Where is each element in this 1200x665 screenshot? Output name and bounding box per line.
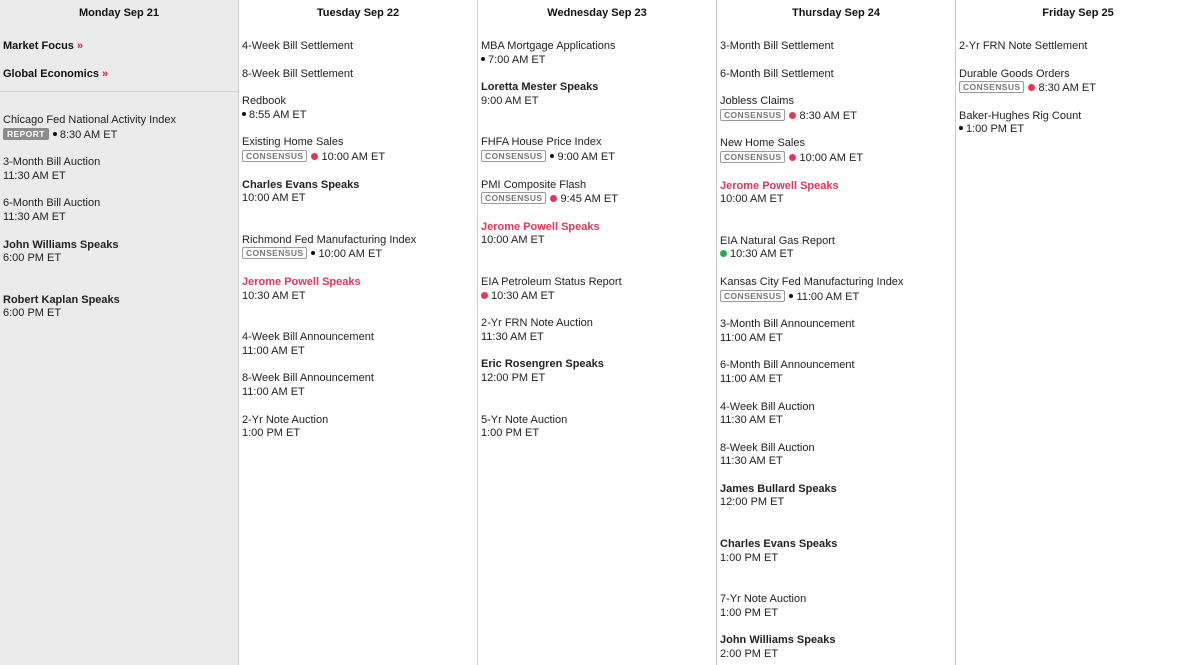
- event-time: 10:00 AM ET: [321, 150, 386, 163]
- event-title: James Bullard Speaks: [720, 482, 837, 495]
- event-meta: [720, 248, 955, 262]
- event-time: 9:45 AM ET: [560, 193, 618, 206]
- event-meta: [481, 290, 716, 304]
- event-time: 10:00 AM ET: [242, 192, 306, 205]
- event-title: 2-Yr FRN Note Auction: [481, 317, 593, 330]
- calendar-event[interactable]: [242, 40, 477, 54]
- quick-links: [0, 26, 238, 80]
- event-title: Redbook: [242, 95, 287, 108]
- event-list: [717, 26, 955, 662]
- calendar-event[interactable]: [481, 276, 716, 303]
- consensus-badge[interactable]: CONSENSUS: [481, 192, 546, 204]
- event-time: 7:00 AM ET: [488, 53, 546, 66]
- event-title: 5-Yr Note Auction: [481, 413, 568, 426]
- event-list: [0, 106, 238, 321]
- event-title: Durable Goods Orders: [959, 67, 1070, 80]
- calendar-event[interactable]: [720, 318, 955, 345]
- event-title: EIA Petroleum Status Report: [481, 275, 622, 288]
- event-title: 4-Week Bill Announcement: [242, 331, 374, 344]
- consensus-badge[interactable]: CONSENSUS: [959, 81, 1024, 93]
- divider: [0, 91, 238, 92]
- event-time: 10:30 AM ET: [242, 289, 306, 302]
- event-time: 10:30 AM ET: [730, 248, 794, 261]
- calendar-event[interactable]: [720, 483, 955, 510]
- event-title: 6-Month Bill Announcement: [720, 359, 855, 372]
- event-title: 3-Month Bill Settlement: [720, 40, 834, 52]
- event-meta: [242, 109, 477, 123]
- event-time: 6:00 PM ET: [3, 252, 62, 265]
- event-time: 11:00 AM ET: [720, 372, 783, 385]
- calendar-event[interactable]: [481, 317, 716, 344]
- event-list: [478, 26, 716, 441]
- event-title: Charles Evans Speaks: [242, 178, 360, 191]
- calendar-event[interactable]: [3, 114, 238, 142]
- calendar-event[interactable]: [720, 442, 955, 469]
- event-meta: [481, 54, 716, 68]
- event-title: FHFA House Price Index: [481, 136, 602, 149]
- event-title: 8-Week Bill Announcement: [242, 372, 374, 385]
- event-title: John Williams Speaks: [3, 238, 119, 251]
- importance-dot-icon: [959, 126, 963, 130]
- chevron-right-icon: »: [76, 40, 84, 52]
- event-meta: [720, 414, 955, 428]
- event-meta: [242, 150, 477, 165]
- event-title: Eric Rosengren Speaks: [481, 358, 604, 371]
- calendar-event[interactable]: [242, 179, 477, 206]
- calendar-event[interactable]: [720, 359, 955, 386]
- day-column-monday: [0, 0, 239, 665]
- event-meta: [242, 290, 477, 304]
- event-meta: [720, 109, 955, 124]
- event-time: 12:00 PM ET: [720, 496, 785, 509]
- high-importance-dot-icon: [550, 195, 557, 202]
- day-column-wednesday: [478, 0, 717, 665]
- event-title: Jerome Powell Speaks: [481, 220, 600, 233]
- calendar-event[interactable]: [481, 81, 716, 108]
- calendar-event[interactable]: [720, 634, 955, 661]
- event-meta: [720, 373, 955, 387]
- event-title: Richmond Fed Manufacturing Index: [242, 233, 417, 246]
- event-time: 1:00 PM ET: [242, 427, 301, 440]
- event-time: 1:00 PM ET: [966, 123, 1025, 136]
- high-importance-dot-icon: [481, 292, 488, 299]
- market-moving-dot-icon: [720, 250, 727, 257]
- event-time: 11:00 AM ET: [242, 344, 305, 357]
- event-title: Jerome Powell Speaks: [720, 179, 839, 192]
- high-importance-dot-icon: [311, 153, 318, 160]
- event-meta: [720, 607, 955, 621]
- importance-dot-icon: [311, 251, 315, 255]
- event-title: 2-Yr Note Auction: [242, 413, 329, 426]
- event-title: Existing Home Sales: [242, 136, 344, 149]
- event-title: Charles Evans Speaks: [720, 538, 838, 551]
- event-title: New Home Sales: [720, 137, 805, 150]
- event-time: 11:00 AM ET: [720, 331, 783, 344]
- event-time: 6:00 PM ET: [3, 307, 62, 320]
- calendar-event[interactable]: [3, 197, 238, 224]
- event-list: [956, 26, 1200, 137]
- high-importance-dot-icon: [1028, 84, 1035, 91]
- calendar-event[interactable]: [242, 276, 477, 303]
- high-importance-dot-icon: [789, 154, 796, 161]
- event-list: [239, 26, 477, 441]
- calendar-event[interactable]: [959, 110, 1200, 137]
- event-time: 11:30 AM ET: [720, 414, 783, 427]
- calendar-event[interactable]: [481, 136, 716, 164]
- importance-dot-icon: [789, 294, 793, 298]
- event-title: Jobless Claims: [720, 95, 794, 108]
- day-header: Thursday Sep 24: [791, 7, 881, 19]
- event-title: 4-Week Bill Auction: [720, 400, 815, 413]
- calendar-event[interactable]: [481, 221, 716, 248]
- chevron-right-icon: »: [102, 68, 109, 80]
- calendar-event[interactable]: [242, 95, 477, 122]
- event-meta: [242, 345, 477, 359]
- event-title: MBA Mortgage Applications: [481, 40, 616, 52]
- event-time: 11:30 AM ET: [481, 330, 544, 343]
- event-meta: [720, 648, 955, 662]
- event-meta: [3, 211, 238, 225]
- event-time: 11:00 AM ET: [796, 290, 860, 303]
- event-title: 6-Month Bill Settlement: [720, 67, 834, 80]
- event-meta: [481, 150, 716, 165]
- day-column-tuesday: [239, 0, 478, 665]
- focus-link[interactable]: [3, 40, 235, 52]
- calendar-event[interactable]: [720, 593, 955, 620]
- event-time: 11:30 AM ET: [3, 169, 66, 182]
- event-meta: [242, 247, 477, 262]
- importance-dot-icon: [53, 132, 57, 136]
- high-importance-dot-icon: [789, 112, 796, 119]
- event-meta: [481, 372, 716, 386]
- event-time: 11:30 AM ET: [720, 455, 783, 468]
- calendar-event[interactable]: [242, 414, 477, 441]
- event-meta: [720, 290, 955, 305]
- calendar-event[interactable]: [3, 294, 238, 321]
- calendar-event[interactable]: [720, 137, 955, 165]
- event-time: 8:30 AM ET: [1038, 82, 1096, 95]
- calendar-event[interactable]: [720, 68, 955, 82]
- event-time: 8:30 AM ET: [799, 109, 857, 122]
- event-title: Kansas City Fed Manufacturing Index: [720, 275, 904, 288]
- event-meta: [3, 307, 238, 321]
- event-title: 2-Yr FRN Note Settlement: [959, 40, 1088, 52]
- importance-dot-icon: [550, 154, 554, 158]
- calendar-event[interactable]: [959, 40, 1200, 54]
- calendar-event[interactable]: [481, 179, 716, 207]
- event-meta: [720, 552, 955, 566]
- event-time: 10:00 AM ET: [720, 193, 784, 206]
- event-time: 9:00 AM ET: [557, 150, 615, 163]
- event-meta: [720, 151, 955, 166]
- event-meta: [959, 123, 1200, 137]
- event-title: PMI Composite Flash: [481, 178, 587, 191]
- consensus-badge[interactable]: CONSENSUS: [481, 150, 546, 162]
- calendar-event[interactable]: [481, 358, 716, 385]
- event-time: 11:30 AM ET: [3, 210, 66, 223]
- event-meta: [959, 81, 1200, 96]
- calendar-event[interactable]: [959, 68, 1200, 96]
- event-time: 10:00 AM ET: [318, 248, 383, 261]
- event-title: Robert Kaplan Speaks: [3, 293, 120, 306]
- event-time: 10:00 AM ET: [799, 151, 864, 164]
- event-title: EIA Natural Gas Report: [720, 234, 835, 247]
- consensus-badge[interactable]: CONSENSUS: [242, 150, 307, 162]
- calendar-event[interactable]: [3, 239, 238, 266]
- day-column-thursday: [717, 0, 956, 665]
- calendar-event[interactable]: [242, 372, 477, 399]
- link-label: Market Focus: [3, 40, 74, 52]
- event-time: 1:00 PM ET: [720, 606, 779, 619]
- day-header: Wednesday Sep 23: [547, 7, 647, 19]
- event-title: 6-Month Bill Auction: [3, 197, 101, 210]
- event-meta: [720, 332, 955, 346]
- day-header: Tuesday Sep 22: [316, 7, 400, 19]
- event-title: Loretta Mester Speaks: [481, 81, 599, 94]
- report-badge[interactable]: REPORT: [3, 128, 49, 140]
- consensus-badge[interactable]: CONSENSUS: [242, 247, 307, 259]
- calendar-event[interactable]: [720, 235, 955, 262]
- calendar-event[interactable]: [720, 401, 955, 428]
- event-time: 9:00 AM ET: [481, 94, 539, 107]
- event-time: 10:30 AM ET: [491, 289, 555, 302]
- event-time: 10:00 AM ET: [481, 234, 545, 247]
- calendar-event[interactable]: [481, 40, 716, 67]
- event-time: 11:00 AM ET: [242, 385, 305, 398]
- event-meta: [481, 331, 716, 345]
- link-label: Global Economics: [3, 68, 99, 80]
- event-title: 8-Week Bill Auction: [720, 441, 815, 454]
- event-meta: [481, 192, 716, 207]
- event-time: 1:00 PM ET: [720, 551, 779, 564]
- calendar-event[interactable]: [242, 234, 477, 262]
- event-meta: [242, 192, 477, 206]
- event-title: John Williams Speaks: [720, 634, 836, 647]
- calendar-event[interactable]: [720, 276, 955, 304]
- event-time: 2:00 PM ET: [720, 648, 779, 661]
- event-time: 8:30 AM ET: [59, 128, 118, 141]
- event-title: Jerome Powell Speaks: [242, 275, 361, 288]
- day-header: Friday Sep 25: [1042, 7, 1114, 19]
- event-title: Chicago Fed National Activity Index: [3, 114, 177, 126]
- event-title: Baker-Hughes Rig Count: [959, 109, 1082, 122]
- event-title: 8-Week Bill Settlement: [242, 67, 354, 80]
- event-title: 3-Month Bill Announcement: [720, 318, 855, 331]
- event-meta: [720, 455, 955, 469]
- calendar-event[interactable]: [720, 95, 955, 123]
- event-meta: [3, 128, 238, 143]
- consensus-badge[interactable]: CONSENSUS: [720, 290, 785, 302]
- event-meta: [3, 252, 238, 266]
- event-meta: [481, 234, 716, 248]
- day-header: Monday Sep 21: [78, 7, 160, 19]
- importance-dot-icon: [481, 57, 485, 61]
- event-meta: [242, 386, 477, 400]
- event-meta: [3, 170, 238, 184]
- event-title: 3-Month Bill Auction: [3, 156, 101, 169]
- event-title: 7-Yr Note Auction: [720, 593, 807, 606]
- event-meta: [481, 95, 716, 109]
- calendar-event[interactable]: [242, 136, 477, 164]
- consensus-badge[interactable]: CONSENSUS: [720, 109, 785, 121]
- event-meta: [242, 427, 477, 441]
- event-time: 8:55 AM ET: [249, 108, 307, 121]
- event-time: 12:00 PM ET: [481, 371, 546, 384]
- calendar-event[interactable]: [720, 538, 955, 565]
- importance-dot-icon: [242, 112, 246, 116]
- event-time: 1:00 PM ET: [481, 427, 540, 440]
- calendar-event[interactable]: [242, 331, 477, 358]
- event-meta: [481, 427, 716, 441]
- consensus-badge[interactable]: CONSENSUS: [720, 151, 785, 163]
- event-meta: [720, 193, 955, 207]
- calendar-event[interactable]: [720, 180, 955, 207]
- calendar-event[interactable]: [481, 414, 716, 441]
- calendar-event[interactable]: [3, 156, 238, 183]
- event-title: 4-Week Bill Settlement: [242, 40, 354, 52]
- calendar-event[interactable]: [242, 68, 477, 82]
- calendar-event[interactable]: [720, 40, 955, 54]
- event-meta: [720, 496, 955, 510]
- focus-link[interactable]: [3, 68, 235, 80]
- day-column-friday: [956, 0, 1200, 665]
